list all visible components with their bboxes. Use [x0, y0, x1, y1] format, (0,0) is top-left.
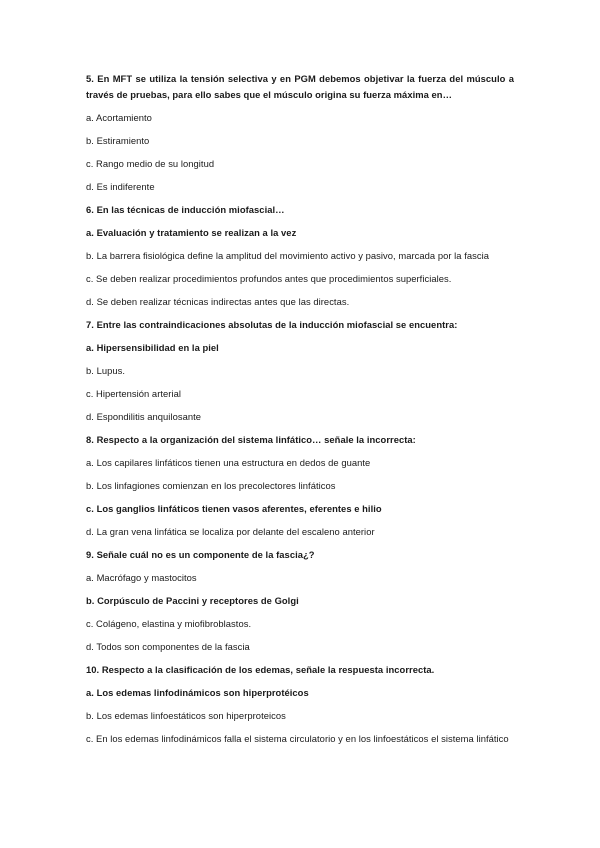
answer-option-correct: b. Corpúsculo de Paccini y receptores de Golgi [86, 595, 299, 606]
question-text: 5. En MFT se utiliza la tensión selectiva y en PGM debemos objetivar la fuerza del músculo a través de pruebas, para ello sabes que el músculo origina su fuerza máxima en… [86, 73, 514, 100]
answer-option-correct: c. Los ganglios linfáticos tienen vasos aferentes, eferentes e hilio [86, 503, 382, 514]
answer-option: d. Se deben realizar técnicas indirectas antes que las directas. [86, 296, 350, 307]
question-text: 8. Respecto a la organización del sistema linfático… señale la incorrecta: [86, 434, 416, 445]
question-block [86, 317, 514, 425]
question-text: 7. Entre las contraindicaciones absolutas de la inducción miofascial se encuentra: [86, 319, 458, 330]
answer-option-correct: a. Hipersensibilidad en la piel [86, 342, 219, 353]
question-block [86, 547, 514, 655]
answer-option: b. La barrera fisiológica define la amplitud del movimiento activo y pasivo, marcada por la fascia [86, 250, 490, 261]
answer-option: d. Todos son componentes de la fascia [86, 641, 250, 652]
question-text: 9. Señale cuál no es un componente de la fascia¿? [86, 549, 315, 560]
answer-option: d. Es indiferente [86, 181, 155, 192]
answer-option: c. Colágeno, elastina y miofibroblastos. [86, 618, 252, 629]
answer-option: a. Macrófago y mastocitos [86, 572, 197, 583]
answer-option: a. Los capilares linfáticos tienen una estructura en dedos de guante [86, 457, 371, 468]
answer-option: d. La gran vena linfática se localiza por delante del escaleno anterior [86, 526, 375, 537]
question-block [86, 71, 514, 195]
answer-option-correct: a. Los edemas linfodinámicos son hiperprotéicos [86, 687, 309, 698]
question-block [86, 432, 514, 540]
answer-option: c. Rango medio de su longitud [86, 158, 215, 169]
question-block [86, 202, 514, 310]
answer-option: b. Los linfagiones comienzan en los precolectores linfáticos [86, 480, 336, 491]
answer-option-correct: a. Evaluación y tratamiento se realizan a la vez [86, 227, 297, 238]
answer-option: c. Hipertensión arterial [86, 388, 181, 399]
answer-option: c. Se deben realizar procedimientos profundos antes que procedimientos superficiales. [86, 273, 452, 284]
question-text: 10. Respecto a la clasificación de los edemas, señale la respuesta incorrecta. [86, 664, 435, 675]
question-text: 6. En las técnicas de inducción miofascial… [86, 204, 285, 215]
answer-option: d. Espondilitis anquilosante [86, 411, 202, 422]
answer-option: b. Estiramiento [86, 135, 150, 146]
answer-option: a. Acortamiento [86, 112, 152, 123]
question-block [86, 662, 514, 747]
answer-option: c. En los edemas linfodinámicos falla el sistema circulatorio y en los linfoestáticos el sistema linfático [86, 733, 509, 744]
answer-option: b. Lupus. [86, 365, 126, 376]
answer-option: b. Los edemas linfoestáticos son hiperproteicos [86, 710, 286, 721]
document-page [86, 71, 514, 754]
